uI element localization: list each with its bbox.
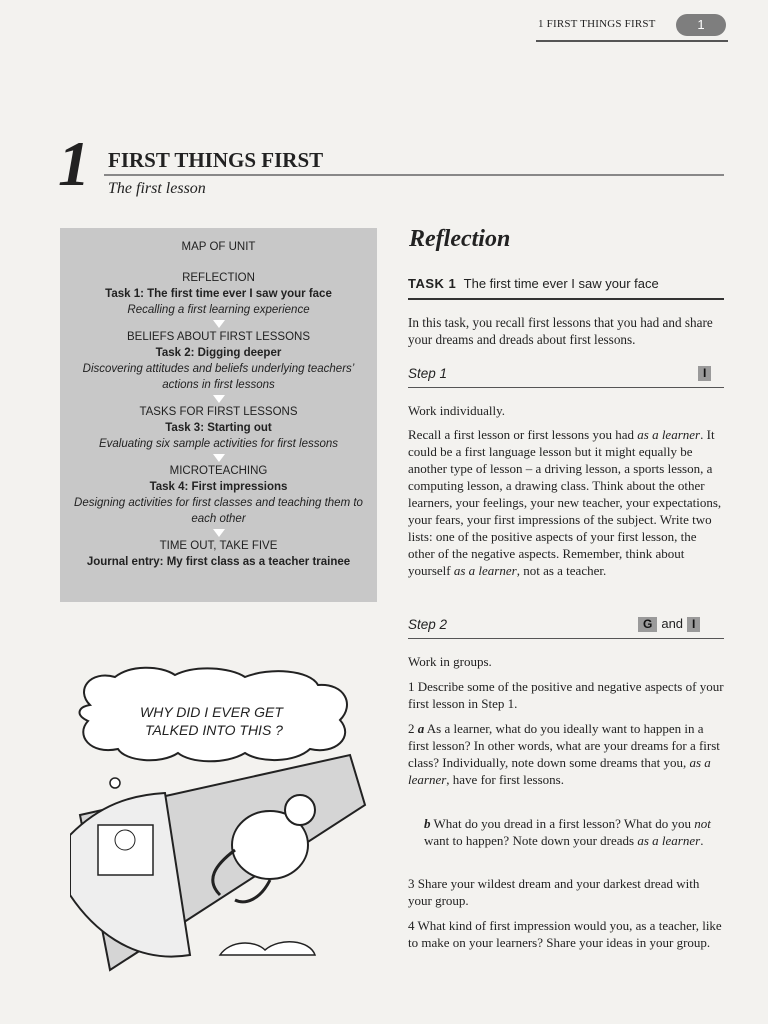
- step2-item-1: 1 Describe some of the positive and negative aspects of your first lesson in Step 1.: [408, 679, 724, 711]
- text: 2: [408, 721, 418, 736]
- parachutist-helmet: [285, 795, 315, 825]
- map-section-beliefs: [60, 330, 377, 393]
- map-section-task: Task 2: Digging deeper: [155, 347, 282, 359]
- emphasis: as a learner: [637, 427, 701, 442]
- map-section-desc: Designing activities for first classes and teaching them to each other: [74, 497, 363, 525]
- step1-instruction: Work individually.: [408, 403, 506, 418]
- header-rule: [536, 40, 728, 42]
- speech-line-1: WHY DID I EVER GET: [140, 704, 283, 720]
- map-section-tasks: [60, 405, 377, 452]
- unit-number: 1: [58, 128, 90, 199]
- map-section-heading: REFLECTION: [182, 272, 255, 284]
- down-arrow-icon: [213, 320, 225, 328]
- map-section-desc: Recalling a first learning experience: [127, 304, 310, 316]
- text: want to happen? Note down your dreads: [424, 833, 638, 848]
- map-section-task: Task 1: The first time ever I saw your face: [105, 288, 332, 300]
- down-arrow-icon: [213, 454, 225, 462]
- step2-badges: [638, 616, 700, 632]
- map-section-heading: TASKS FOR FIRST LESSONS: [139, 406, 298, 418]
- step1-heading: Step 1: [408, 366, 448, 381]
- map-section-reflection: [60, 271, 377, 318]
- step2-rule: [408, 638, 724, 639]
- thought-dot: [110, 778, 120, 788]
- down-arrow-icon: [213, 529, 225, 537]
- parachute-cartoon-illustration: [70, 665, 370, 975]
- item-letter: b: [424, 816, 431, 831]
- unit-subtitle: The first lesson: [108, 180, 206, 197]
- individual-badge: I: [687, 617, 700, 632]
- task-intro: In this task, you recall first lessons that you had and share your dreams and dreads about first lessons.: [408, 315, 713, 347]
- map-section-microteaching: [60, 464, 377, 527]
- map-section-desc: Discovering attitudes and beliefs underlying teachers’ actions in first lessons: [82, 363, 355, 391]
- text: , have for first lessons.: [446, 772, 564, 787]
- text: What do you dread in a first lesson? What do you: [430, 816, 695, 831]
- task-label: TASK 1: [408, 276, 457, 291]
- text: . It could be a first language lesson but it might equally be another type of lesson – a driving lesson, a sports lesson, a computing lesson, a drawing class. Think about the other learners, your feelings, your new teacher, your expectations, your fears, your first impressions of the subject. Write two lists: one of the positive aspects of your first lesson, the other of the negative aspects. Remember, think about yourself: [408, 427, 722, 578]
- map-title: MAP OF UNIT: [181, 241, 256, 253]
- step1-paragraph: [408, 426, 724, 579]
- running-header: 1 FIRST THINGS FIRST: [538, 18, 656, 30]
- text: Recall a first lesson or first lessons you had: [408, 427, 638, 442]
- step2-item-3: 3 Share your wildest dream and your darkest dread with your group.: [408, 876, 700, 908]
- map-section-heading: TIME OUT, TAKE FIVE: [159, 540, 278, 552]
- speech-line-2: TALKED INTO THIS ?: [145, 722, 283, 738]
- pilot-head: [115, 830, 135, 850]
- map-section-heading: MICROTEACHING: [169, 465, 268, 477]
- emphasis: not: [694, 816, 711, 831]
- cloud: [220, 942, 315, 955]
- task-title: The first time ever I saw your face: [463, 276, 659, 291]
- reflection-heading: Reflection: [409, 226, 511, 252]
- item-letter: a: [417, 721, 425, 736]
- down-arrow-icon: [213, 395, 225, 403]
- step2-item-4: 4 What kind of first impression would you, as a teacher, like to make on your learners? Share your ideas in your group.: [408, 918, 722, 950]
- task-rule: [408, 298, 724, 300]
- emphasis: as a learner: [408, 755, 711, 787]
- map-section-heading: BELIEFS ABOUT FIRST LESSONS: [127, 331, 310, 343]
- task-heading: [408, 276, 659, 291]
- step1-rule: [408, 387, 724, 388]
- text: , not as a teacher.: [516, 563, 607, 578]
- map-section-task: Task 3: Starting out: [165, 422, 272, 434]
- emphasis: as a learner: [453, 563, 517, 578]
- group-badge: G: [638, 617, 657, 632]
- text: .: [700, 833, 704, 848]
- unit-title: FIRST THINGS FIRST: [108, 148, 324, 172]
- map-section-task: Task 4: First impressions: [149, 481, 288, 493]
- map-section-task: Journal entry: My first class as a teacher trainee: [86, 556, 351, 568]
- page-number-badge: 1: [676, 14, 726, 36]
- map-of-unit-box: [60, 228, 377, 602]
- step2-heading: Step 2: [408, 617, 448, 632]
- step2-item-2b: [408, 815, 724, 849]
- unit-title-rule: [104, 174, 724, 176]
- map-section-desc: Evaluating six sample activities for first lessons: [98, 438, 339, 450]
- step2-instruction: Work in groups.: [408, 654, 492, 669]
- text: As a learner, what do you ideally want to happen in a first lesson? In other words, what are your dreams for a first class? Individually, note down some dreams that you,: [408, 721, 720, 770]
- individual-badge: I: [698, 366, 711, 381]
- step2-item-2a: [408, 720, 724, 788]
- and-label: and: [661, 616, 684, 631]
- map-section-time-out: [60, 539, 377, 570]
- emphasis: as a learner: [637, 833, 701, 848]
